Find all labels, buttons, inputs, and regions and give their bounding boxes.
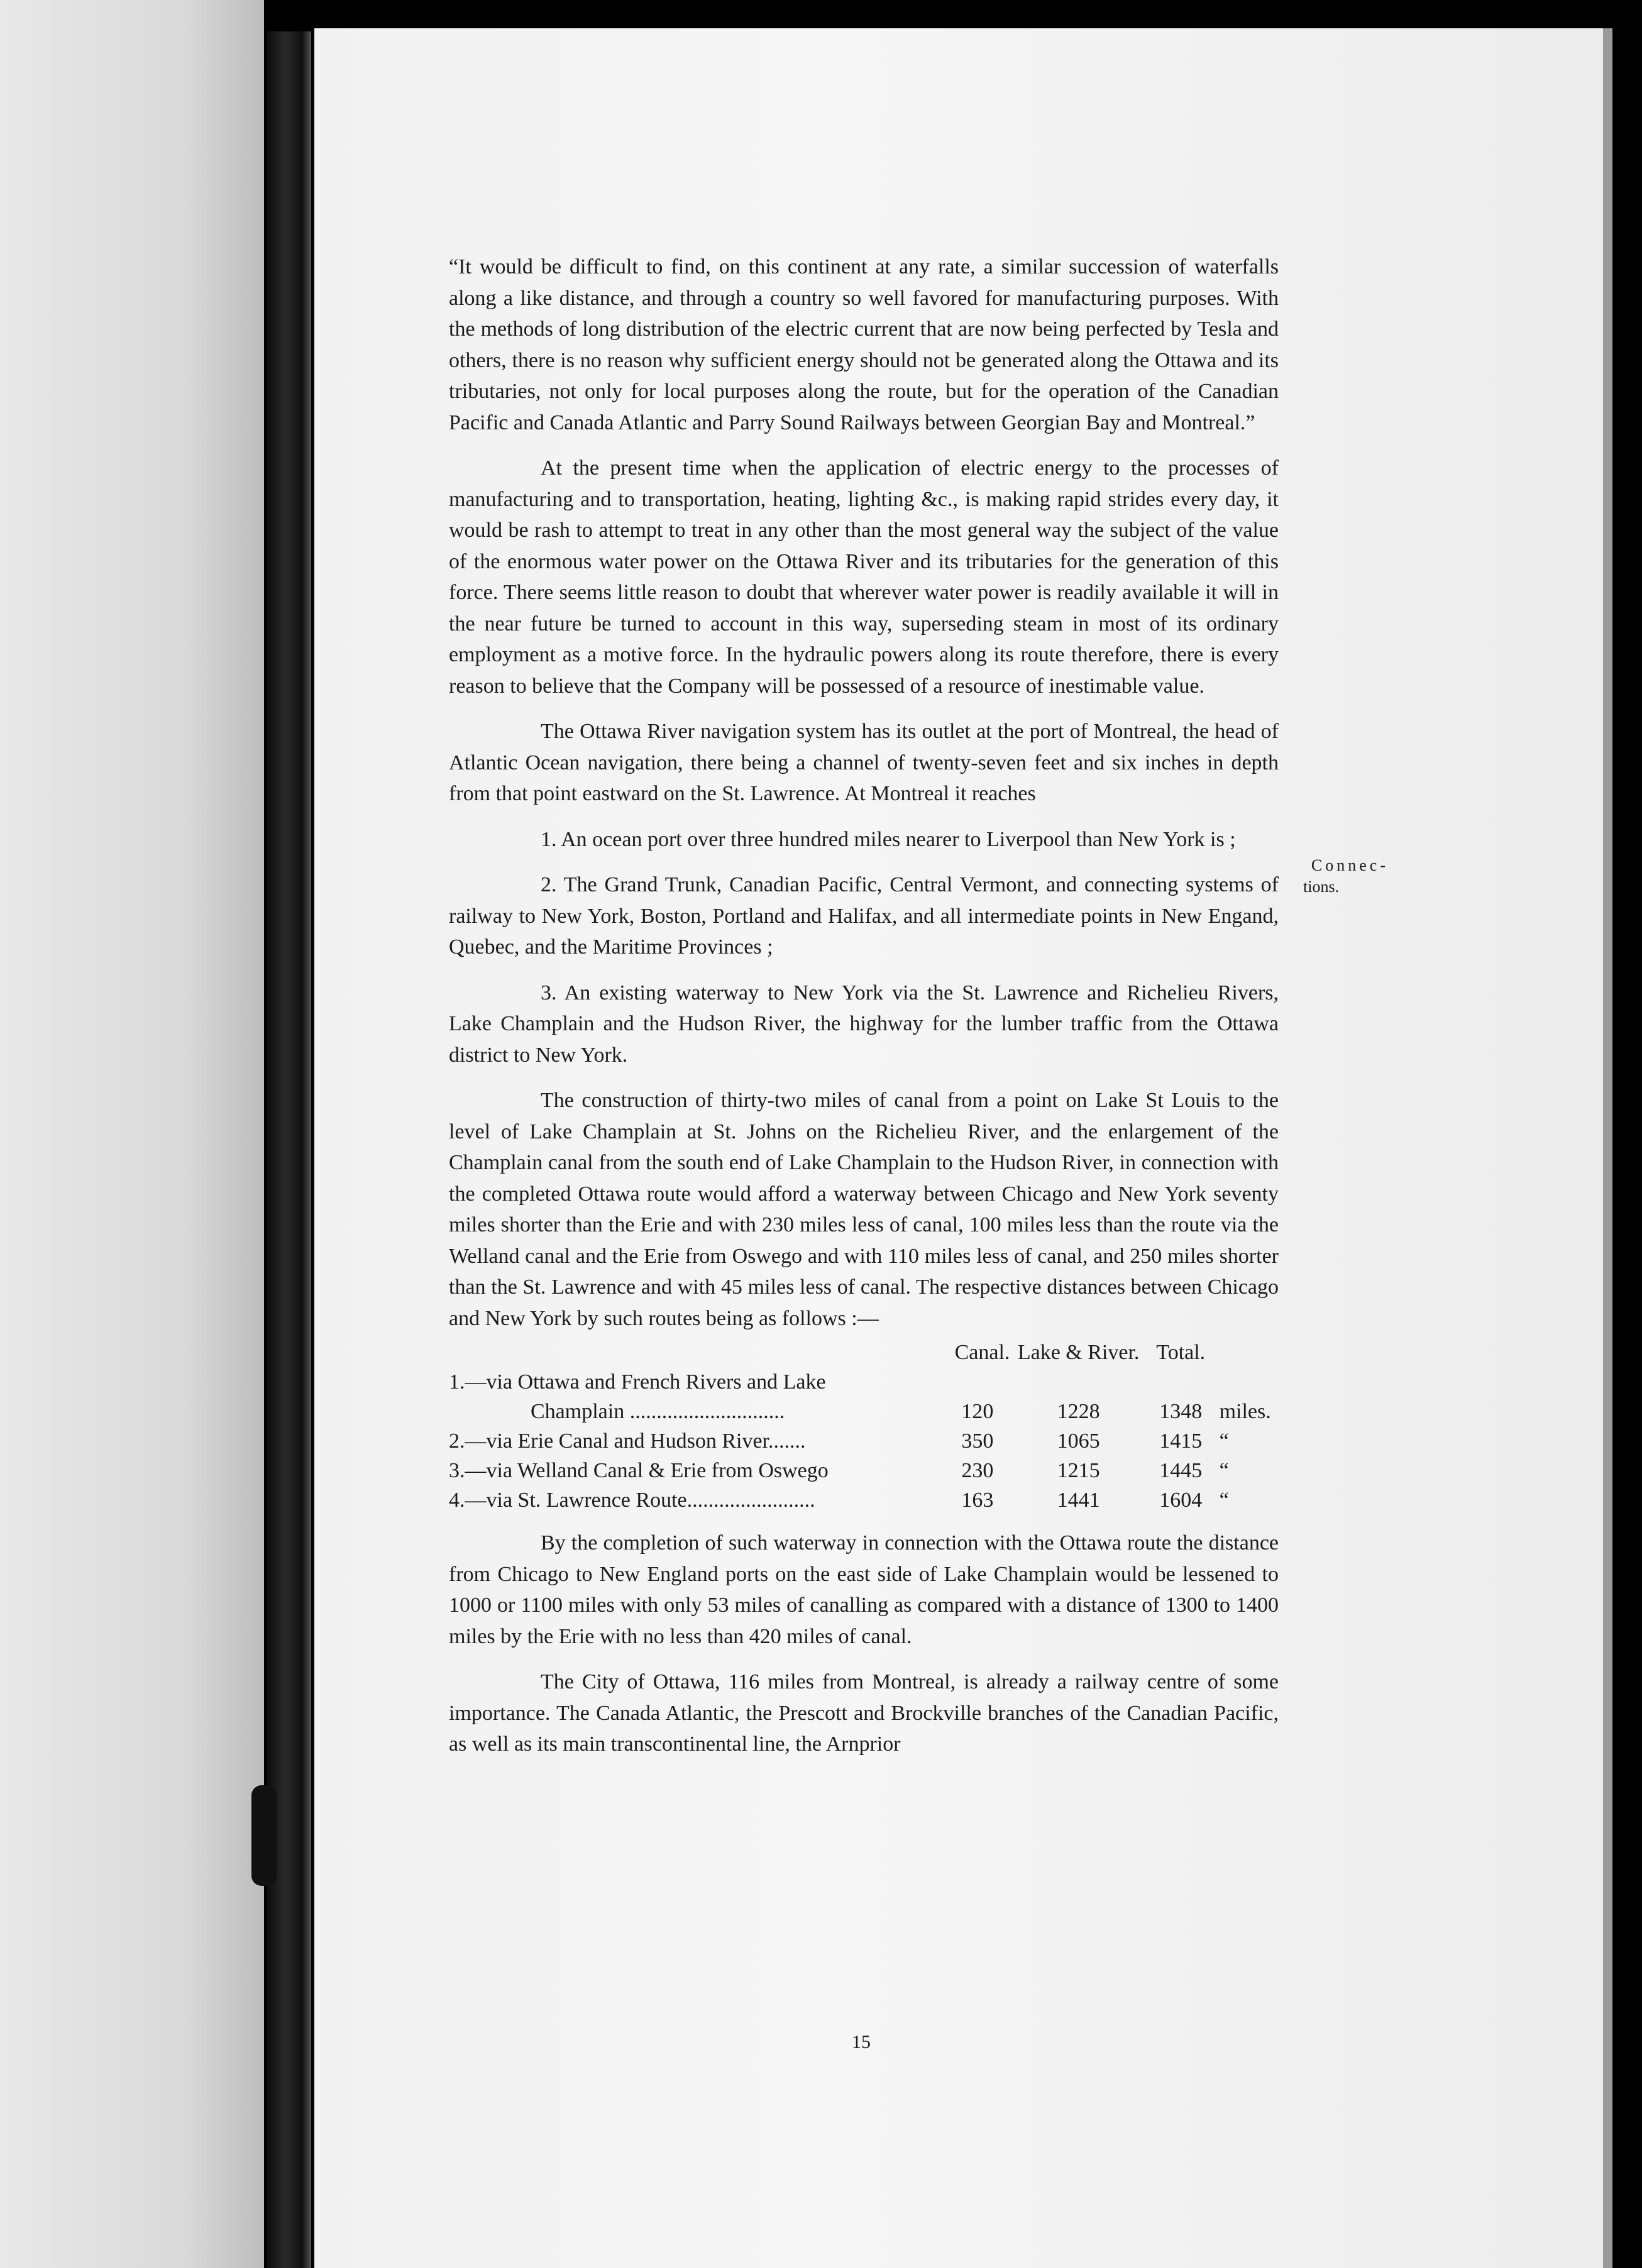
unit-label: “ [1219, 1429, 1229, 1453]
header-lake-river: Lake & River. [1017, 1341, 1140, 1364]
canal-value: 120 [961, 1400, 994, 1423]
paragraph-city-of-ottawa: The City of Ottawa, 116 miles from Montreal, is already a railway centre of some importance. The Canada Atlantic, the Prescott and Brockville branches of the Canadian Pacific, as well as its main transcontinental line, the Arnprior [449, 1670, 1279, 1756]
total-value: 1604 [1159, 1489, 1203, 1512]
canal-value: 163 [961, 1489, 994, 1512]
table-header-row [449, 1338, 1279, 1367]
lake-river-value: 1065 [1057, 1429, 1100, 1453]
table-row [449, 1456, 1279, 1485]
total-value: 1445 [1159, 1459, 1203, 1482]
route-distance-table [449, 1338, 1279, 1515]
page-edge [1603, 28, 1612, 2268]
page-number: 15 [852, 2032, 871, 2052]
route-label: 1.—via Ottawa and French Rivers and Lake [449, 1370, 826, 1394]
lake-river-value: 1441 [1057, 1489, 1100, 1512]
table-row [449, 1485, 1279, 1515]
route-label: 2.—via Erie Canal and Hudson River....... [449, 1429, 806, 1453]
sidenote-line: tions. [1303, 878, 1340, 896]
total-value: 1348 [1159, 1400, 1203, 1423]
unit-label: “ [1219, 1489, 1229, 1512]
list-item-waterway: 3. An existing waterway to New York via the St. Lawrence and Richelieu Rivers, Lake Champlain and the Hudson River, the highway for the lumber traffic from the Ottawa district to New York. [449, 981, 1279, 1067]
margin-sidenote [1301, 855, 1389, 898]
unit-label: miles. [1219, 1400, 1271, 1423]
canal-value: 350 [961, 1429, 994, 1453]
binding-hole [251, 1785, 277, 1886]
body-text [449, 251, 1279, 1775]
lake-river-value: 1215 [1057, 1459, 1100, 1482]
route-label: 4.—via St. Lawrence Route........................ [449, 1489, 815, 1512]
total-value: 1415 [1159, 1429, 1203, 1453]
table-row [449, 1426, 1279, 1456]
paragraph-canal-construction: The construction of thirty-two miles of canal from a point on Lake St Louis to the level of Lake Champlain at St. Johns on the Richelieu River, and the enlargement of the Champlain canal from the south end of Lake Champlain to the Hudson River, in connection with the completed Ottawa route would afford a waterway between Chicago and New York seventy miles shorter than the Erie and with 230 miles less of canal, 100 miles less than the route via the Welland canal and the Erie from Oswego and with 110 miles less of canal, and 250 miles shorter than the St. Lawrence and with 45 miles less of canal. The respective distances between Chicago and New York by such routes being as follows :— [449, 1089, 1279, 1330]
paragraph-electric-energy: At the present time when the application of electric energy to the processes of manufacturing and to transportation, heating, lighting &c., is making rapid strides every day, it would be rash to attempt to treat in any other than the most general way the subject of the value of the enormous water power on the Ottawa River and its tributaries for the generation of this force. There seems little reason to doubt that wherever water power is readily available it will in the near future be turned to account in this way, superseding steam in most of its ordinary employment as a motive force. In the hydraulic powers along its route therefore, there is every reason to believe that the Company will be possessed of a resource of inestimable value. [449, 456, 1279, 698]
scan-facing-page [0, 0, 264, 2268]
sidenote-line: Connec- [1311, 856, 1389, 874]
lake-river-value: 1228 [1057, 1400, 1100, 1423]
book-spine-shadow [267, 31, 311, 2268]
route-label-continued: Champlain ............................. [531, 1400, 785, 1423]
table-row [449, 1367, 1279, 1397]
list-item-ocean-port: 1. An ocean port over three hundred miles nearer to Liverpool than New York is ; [541, 827, 1236, 851]
route-label: 3.—via Welland Canal & Erie from Oswego [449, 1459, 829, 1482]
canal-value: 230 [961, 1459, 994, 1482]
list-item-railway-systems: 2. The Grand Trunk, Canadian Pacific, Central Vermont, and connecting systems of railway to New York, Boston, Portland and Halifax, and all intermediate points in New Engand, Quebec, and the Maritime Provinces ; [449, 873, 1279, 959]
paragraph-completion: By the completion of such waterway in connection with the Ottawa route the distance from Chicago to New England ports on the east side of Lake Champlain would be lessened to 1000 or 1100 miles with only 53 miles of canalling as compared with a distance of 1300 to 1400 miles by the Erie with no less than 420 miles of canal. [449, 1531, 1279, 1648]
unit-label: “ [1219, 1459, 1229, 1482]
paragraph-navigation-system: The Ottawa River navigation system has its outlet at the port of Montreal, the head of Atlantic Ocean navigation, there being a channel of twenty-seven feet and six inches in depth from that point eastward on the St. Lawrence. At Montreal it reaches [449, 720, 1279, 805]
table-row [449, 1397, 1279, 1426]
header-total: Total. [1156, 1341, 1206, 1364]
paragraph-quote: “It would be difficult to find, on this continent at any rate, a similar succession of waterfalls along a like distance, and through a country so well favored for manufacturing purposes. With the methods of long distribution of the electric current that are now being perfected by Tesla and others, there is no reason why sufficient energy should not be generated along the Ottawa and its tributaries, not only for local purposes along the route, but for the operation of the Canadian Pacific and Canada Atlantic and Parry Sound Railways between Georgian Bay and Montreal.” [449, 255, 1279, 434]
header-canal: Canal. [954, 1341, 1010, 1364]
